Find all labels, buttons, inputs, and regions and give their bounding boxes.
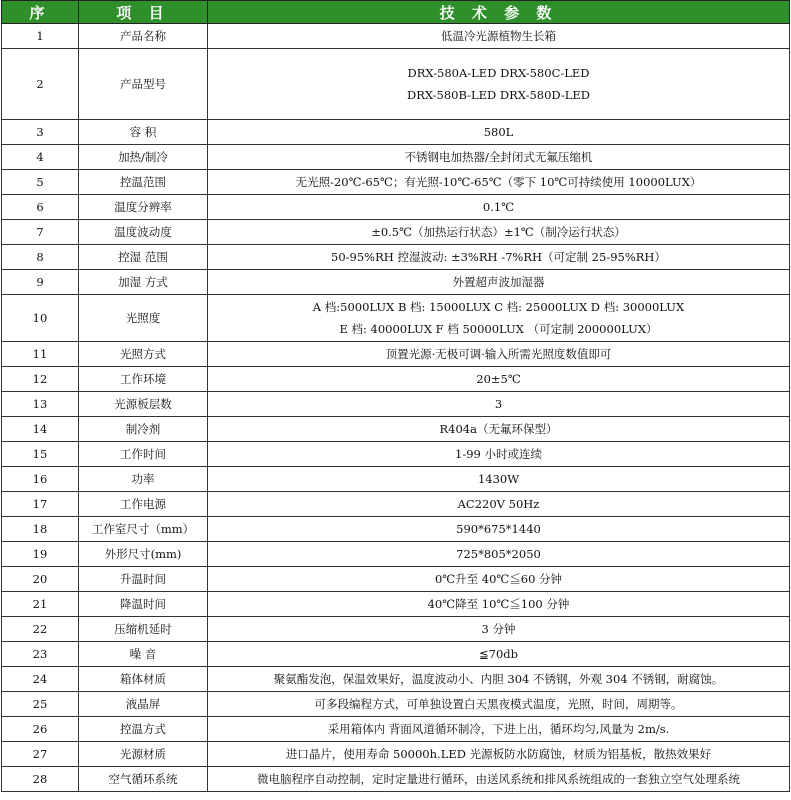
row-item: 控温方式 — [79, 717, 208, 742]
table-row — [2, 492, 790, 517]
row-item: 温度波动度 — [79, 220, 208, 245]
row-number: 8 — [2, 245, 79, 270]
row-number: 14 — [2, 417, 79, 442]
row-value: 40℃降至 10℃≦100 分钟 — [208, 592, 790, 617]
table-row — [2, 245, 790, 270]
row-item: 工作时间 — [79, 442, 208, 467]
table-row — [2, 767, 790, 792]
row-value: 无光照-20℃-65℃；有光照-10℃-65℃（零下 10℃可持续使用 10000LUX） — [208, 170, 790, 195]
row-value: ±0.5℃（加热运行状态）±1℃（制冷运行状态） — [208, 220, 790, 245]
row-item: 功率 — [79, 467, 208, 492]
table-row — [2, 24, 790, 49]
row-value: 不锈钢电加热器/全封闭式无氟压缩机 — [208, 145, 790, 170]
table-row — [2, 170, 790, 195]
header-no: 序 — [2, 1, 79, 24]
row-item: 外形尺寸(mm) — [79, 542, 208, 567]
table-row — [2, 392, 790, 417]
row-value: 低温冷光源植物生长箱 — [208, 24, 790, 49]
row-number: 7 — [2, 220, 79, 245]
row-number: 1 — [2, 24, 79, 49]
row-item: 温度分辨率 — [79, 195, 208, 220]
row-number: 12 — [2, 367, 79, 392]
row-value: 进口晶片，使用寿命 50000h.LED 光源板防水防腐蚀，材质为铝基板，散热效果好 — [208, 742, 790, 767]
table-row — [2, 295, 790, 342]
row-item: 加热/制冷 — [79, 145, 208, 170]
row-item: 工作室尺寸（mm） — [79, 517, 208, 542]
row-item: 加湿 方式 — [79, 270, 208, 295]
row-value-line: DRX-580A-LED DRX-580C-LED — [407, 66, 590, 80]
row-number: 15 — [2, 442, 79, 467]
row-value: 20±5℃ — [208, 367, 790, 392]
row-value: AC220V 50Hz — [208, 492, 790, 517]
table-row — [2, 120, 790, 145]
row-item: 液晶屏 — [79, 692, 208, 717]
table-row — [2, 717, 790, 742]
row-number: 13 — [2, 392, 79, 417]
row-number: 3 — [2, 120, 79, 145]
row-item: 压缩机延时 — [79, 617, 208, 642]
table-row — [2, 642, 790, 667]
row-number: 5 — [2, 170, 79, 195]
row-item: 降温时间 — [79, 592, 208, 617]
table-row — [2, 342, 790, 367]
row-number: 23 — [2, 642, 79, 667]
row-number: 16 — [2, 467, 79, 492]
row-number: 18 — [2, 517, 79, 542]
table-header-row — [2, 1, 790, 24]
row-item: 容 积 — [79, 120, 208, 145]
table-row — [2, 542, 790, 567]
table-row — [2, 220, 790, 245]
row-value-line: E 档: 40000LUX F 档 50000LUX （可定制 200000LUX） — [339, 322, 658, 336]
table-row — [2, 592, 790, 617]
row-value: 外置超声波加湿器 — [208, 270, 790, 295]
row-number: 9 — [2, 270, 79, 295]
row-item: 光照度 — [79, 295, 208, 342]
row-item: 箱体材质 — [79, 667, 208, 692]
row-value: 可多段编程方式，可单独设置白天黑夜模式温度，光照，时间，周期等。 — [208, 692, 790, 717]
row-item: 控温范围 — [79, 170, 208, 195]
table-row — [2, 567, 790, 592]
table-row — [2, 442, 790, 467]
row-value-line: A 档:5000LUX B 档: 15000LUX C 档: 25000LUX D 档: 30000LUX — [312, 300, 685, 314]
row-value: R404a（无氟环保型） — [208, 417, 790, 442]
row-value: 采用箱体内 背面风道循环制冷，下进上出，循环均匀,风量为 2m/s. — [208, 717, 790, 742]
spec-table — [1, 0, 790, 792]
row-item: 空气循环系统 — [79, 767, 208, 792]
row-number: 19 — [2, 542, 79, 567]
table-row — [2, 617, 790, 642]
row-value: 3 — [208, 392, 790, 417]
table-row — [2, 195, 790, 220]
row-number: 11 — [2, 342, 79, 367]
row-value-line: DRX-580B-LED DRX-580D-LED — [406, 88, 590, 102]
row-value — [208, 49, 790, 120]
row-item: 升温时间 — [79, 567, 208, 592]
row-number: 26 — [2, 717, 79, 742]
row-item: 噪 音 — [79, 642, 208, 667]
row-value: 50-95%RH 控湿波动: ±3%RH -7%RH（可定制 25-95%RH） — [208, 245, 790, 270]
row-number: 10 — [2, 295, 79, 342]
table-row — [2, 417, 790, 442]
row-item: 工作电源 — [79, 492, 208, 517]
row-item: 工作环境 — [79, 367, 208, 392]
row-value: 580L — [208, 120, 790, 145]
row-item: 制冷剂 — [79, 417, 208, 442]
row-number: 2 — [2, 49, 79, 120]
row-number: 25 — [2, 692, 79, 717]
table-body — [2, 24, 790, 792]
row-item: 光照方式 — [79, 342, 208, 367]
table-row — [2, 692, 790, 717]
row-number: 20 — [2, 567, 79, 592]
row-number: 17 — [2, 492, 79, 517]
header-params: 技 术 参 数 — [208, 1, 790, 24]
table-row — [2, 742, 790, 767]
row-value: 微电脑程序自动控制，定时定量进行循环，由送风系统和排风系统组成的一套独立空气处理系统 — [208, 767, 790, 792]
table-row — [2, 517, 790, 542]
row-value: 聚氨酯发泡，保温效果好，温度波动小、内胆 304 不锈钢，外观 304 不锈钢，耐腐蚀。 — [208, 667, 790, 692]
table-row — [2, 367, 790, 392]
table-row — [2, 667, 790, 692]
table-row — [2, 467, 790, 492]
row-value — [208, 295, 790, 342]
table-row — [2, 49, 790, 120]
row-value: 0℃升至 40℃≦60 分钟 — [208, 567, 790, 592]
row-value: 0.1℃ — [208, 195, 790, 220]
row-number: 22 — [2, 617, 79, 642]
table-row — [2, 270, 790, 295]
table-row — [2, 145, 790, 170]
row-value: 590*675*1440 — [208, 517, 790, 542]
row-number: 6 — [2, 195, 79, 220]
row-value: 3 分钟 — [208, 617, 790, 642]
row-item: 产品型号 — [79, 49, 208, 120]
row-value: 1-99 小时或连续 — [208, 442, 790, 467]
row-number: 28 — [2, 767, 79, 792]
row-value: ≦70db — [208, 642, 790, 667]
row-value: 1430W — [208, 467, 790, 492]
row-number: 24 — [2, 667, 79, 692]
row-number: 21 — [2, 592, 79, 617]
row-value: 725*805*2050 — [208, 542, 790, 567]
row-item: 产品名称 — [79, 24, 208, 49]
row-number: 27 — [2, 742, 79, 767]
row-item: 光源板层数 — [79, 392, 208, 417]
row-item: 光源材质 — [79, 742, 208, 767]
row-value: 顶置光源·无极可调·输入所需光照度数值即可 — [208, 342, 790, 367]
row-item: 控湿 范围 — [79, 245, 208, 270]
row-number: 4 — [2, 145, 79, 170]
header-item: 项 目 — [79, 1, 208, 24]
